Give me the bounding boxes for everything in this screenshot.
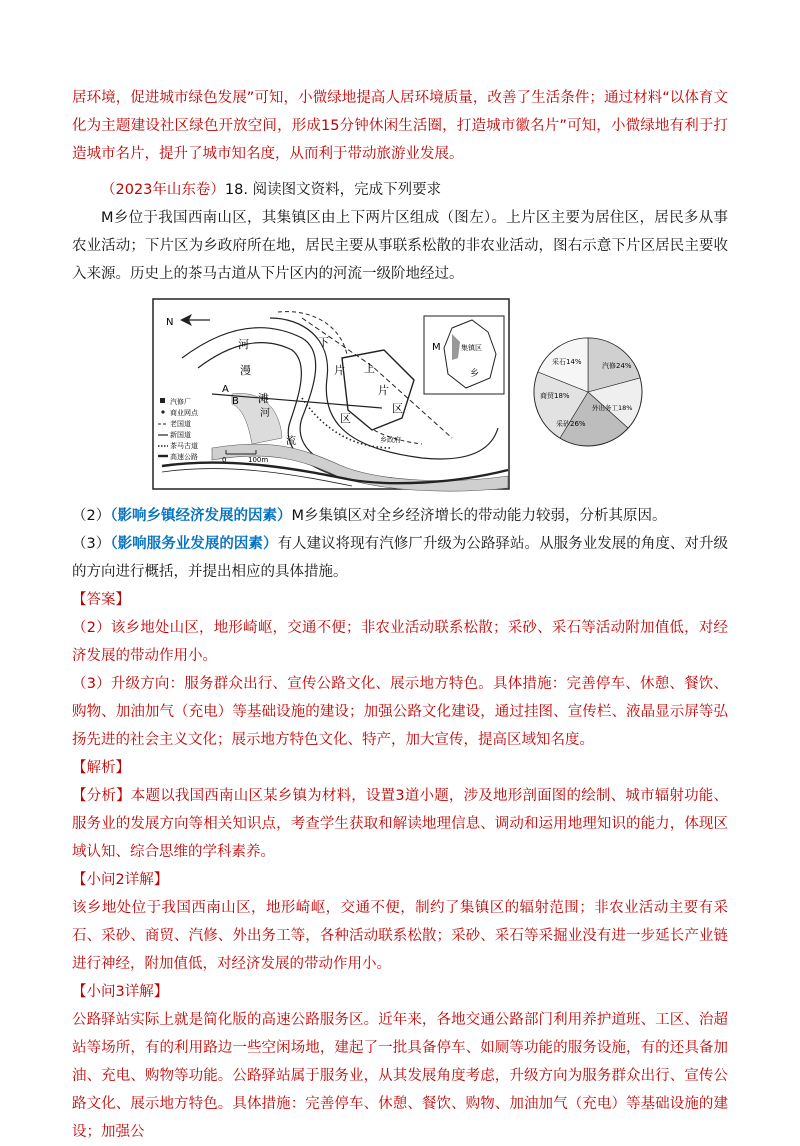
pie-label: 汽修24% (602, 362, 632, 370)
intro-paragraph: 居环境，促进城市绿色发展”可知，小微绿地提高人居环境质量，改善了生活条件；通过材料“以体育文化为主题建设社区绿色开放空间，形成15分钟休闲生活圈，打造城市徽名片”可知，小微绿地有利于打造城市名片，提升了城市知名度，从而利于带动旅游业发展。 (72, 90, 728, 162)
answer-3: （3）升级方向：服务群众出行、宣传公路文化、展示地方特色。具体措施：完善停车、休憩、餐饮、购物、加油加气（充电）等基础设施的建设；加强公路文化建设，通过挂图、宣传栏、液晶显示屏等弘扬先进的社会主义文化；展示地方特色文化、特产，加大宣传，提高区域知名度。 (72, 676, 728, 748)
q3-detail-heading: 【小问3详解】 (72, 984, 169, 1000)
map-label-floodplain-2: 滩 (258, 392, 269, 405)
map-point-b: B (232, 396, 239, 407)
pie-label: 采石14% (552, 358, 582, 366)
map-label-river-3: 流 (286, 436, 296, 447)
scale-end: 100m (248, 456, 269, 464)
legend-item: 新国道 (170, 431, 191, 439)
legend-item: 老国道 (170, 420, 191, 428)
map-label-upper-2: 片 (378, 384, 389, 397)
map-label-lower-3: 区 (340, 412, 351, 425)
question-3 (72, 530, 728, 586)
question-source: （2023年山东卷） (101, 182, 225, 198)
inset-m-label: M (432, 342, 441, 353)
q3-detail: 公路驿站实际上就是简化版的高速公路服务区。近年来，各地交通公路部门利用养护道班、工区、治超站等场所，有的利用路边一些空闲场地，建起了一批具备停车、如厕等功能的服务设施，有的还具备加油、充电、购物等功能。公路驿站属于服务业，从其发展角度考虑，升级方向为服务群众出行、宣传公路文化、展示地方特色。具体措施：完善停车、休憩、餐饮、购物、加油加气（充电）等基础设施的建设；加强公 (72, 1012, 728, 1140)
analysis-text: 本题以我国西南山区某乡镇为材料，设置3道小题，涉及地形剖面图的绘制、城市辐射功能、服务业的发展方向等相关知识点，考查学生获取和解读地理信息、调动和运用地理知识的能力，体现区域认知、综合思维的学科素养。 (72, 788, 728, 860)
analysis-label: 【分析】 (72, 788, 131, 804)
pie-label: 外出务工18% (592, 404, 633, 412)
legend-item: 高速公路 (170, 453, 198, 461)
q3-number: （3） (72, 536, 111, 552)
document-page (72, 84, 728, 1146)
map-label-gov: 乡政府 (380, 436, 401, 444)
question-header (72, 176, 728, 204)
q2-number: （2） (72, 508, 111, 524)
inset-xiang-label: 乡 (470, 369, 480, 379)
question-2 (72, 502, 728, 530)
map-label-river-2: 河 (260, 408, 270, 419)
q2-detail: 该乡地处位于我国西南山区，地形崎岖，交通不便，制约了集镇区的辐射范围；非农业活动主要有采石、采砂、商贸、汽修、外出务工等，各种活动联系松散；采砂、采石等采掘业没有进一步延长产业链进行神经，附加值低，对经济发展的带动作用小。 (72, 900, 728, 972)
question-title: 18. 阅读图文资料，完成下列要求 (224, 182, 442, 198)
inset-town-label: 集镇区 (461, 344, 482, 352)
map-label-upper-1: 上 (364, 362, 375, 375)
map-label-lower-2: 片 (334, 364, 345, 377)
map-point-a: A (222, 384, 229, 395)
q3-tag: （影响服务业发展的因素） (110, 536, 278, 552)
question-figure (72, 294, 728, 500)
q3-text: 有人建议将现有汽修厂升级为公路驿站。从服务业发展的角度、对升级的方向进行概括，并提出相应的具体措施。 (72, 536, 728, 580)
map-label-floodplain-1: 漫 (240, 364, 251, 377)
pie-label: 采砂26% (556, 420, 586, 428)
map-label-lower-1: 下 (318, 336, 329, 349)
income-pie-chart (530, 334, 646, 450)
analysis-heading: 【解析】 (72, 760, 130, 776)
scale-start: 0 (222, 456, 227, 464)
legend-item: 汽修厂 (170, 398, 191, 406)
analysis-paragraph (72, 782, 728, 866)
answer-2: （2）该乡地处山区，地形崎岖，交通不便；非农业活动联系松散；采砂、采石等活动附加值低，对经济发展的带动作用小。 (72, 620, 728, 664)
answer-heading: 【答案】 (72, 592, 130, 608)
pie-label: 商贸18% (540, 392, 570, 400)
q2-detail-heading: 【小问2详解】 (72, 872, 169, 888)
map-label-river: 河 (238, 338, 249, 351)
question-material: M乡位于我国西南山区，其集镇区由上下两片区组成（图左）。上片区主要为居住区，居民多从事农业活动；下片区为乡政府所在地，居民主要从事联系松散的非农业活动，图右示意下片区居民主要收入来源。历史上的茶马古道从下片区内的河流一级阶地经过。 (72, 210, 728, 282)
q2-text: M乡集镇区对全乡经济增长的带动能力较弱，分析其原因。 (291, 508, 667, 524)
map-label-upper-3: 区 (392, 402, 403, 415)
legend-item: 商业网点 (170, 409, 198, 417)
legend-item: 茶马古道 (170, 442, 198, 450)
map-north-label: N (166, 317, 174, 328)
town-map (152, 298, 592, 494)
q2-tag: （影响乡镇经济发展的因素） (110, 508, 292, 524)
